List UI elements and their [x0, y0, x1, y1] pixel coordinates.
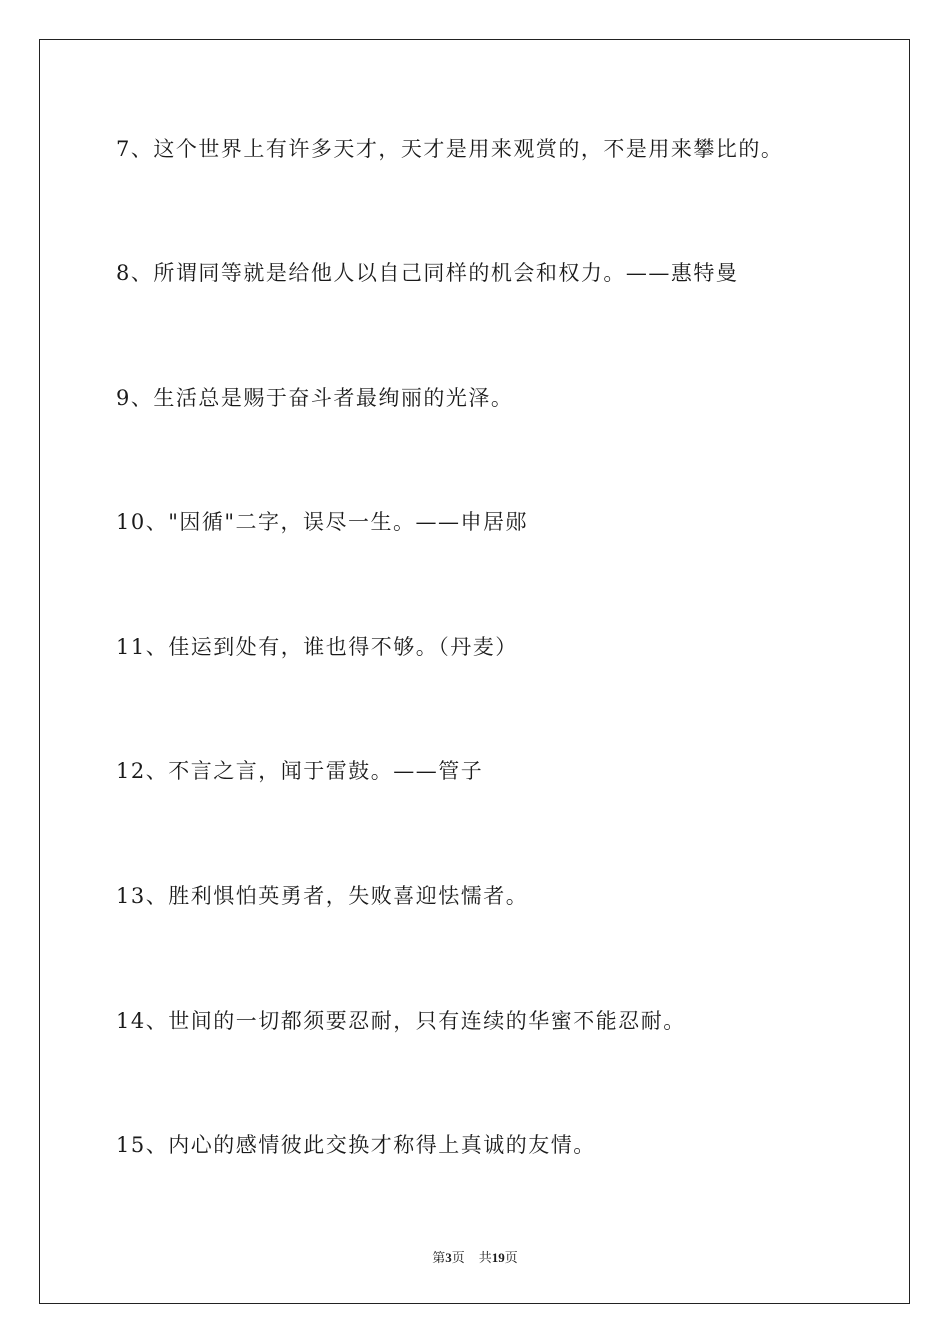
- quote-item: 8、所谓同等就是给他人以自己同样的机会和权力。——惠特曼: [116, 261, 739, 285]
- total-pages-indicator: [479, 1250, 518, 1265]
- page-indicator: [432, 1250, 465, 1265]
- page-footer: [0, 1247, 950, 1266]
- quote-item: 7、这个世界上有许多天才，天才是用来观赏的，不是用来攀比的。: [116, 137, 784, 161]
- quote-item: 11、佳运到处有，谁也得不够。（丹麦）: [116, 635, 518, 659]
- quote-item: 12、不言之言，闻于雷鼓。——管子: [116, 759, 484, 783]
- quote-item: 14、世间的一切都须要忍耐，只有连续的华蜜不能忍耐。: [116, 1009, 686, 1033]
- total-prefix: 共: [478, 1250, 492, 1265]
- quote-item: 9、生活总是赐于奋斗者最绚丽的光泽。: [116, 386, 514, 410]
- quote-item: 15、内心的感情彼此交换才称得上真诚的友情。: [116, 1133, 596, 1157]
- total-suffix: 页: [504, 1250, 518, 1265]
- page-suffix: 页: [451, 1250, 465, 1265]
- page-border: [39, 39, 910, 1304]
- total-pages: 19: [491, 1250, 505, 1265]
- page-prefix: 第: [432, 1250, 446, 1265]
- quote-item: 10、"因循"二字，误尽一生。——申居郧: [116, 510, 529, 534]
- quote-item: 13、胜利惧怕英勇者，失败喜迎怯懦者。: [116, 884, 529, 908]
- page-number: 3: [445, 1250, 452, 1265]
